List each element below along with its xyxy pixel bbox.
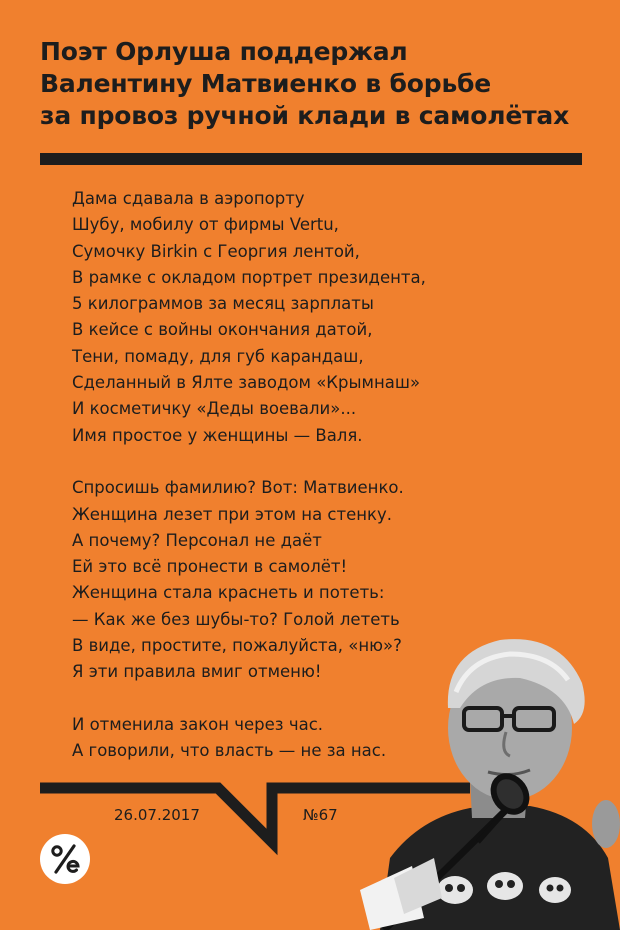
issue-number: №67 (303, 806, 338, 824)
poem-line: 5 килограммов за месяц зарплаты (72, 294, 374, 314)
percent-e-logo-glyph (48, 842, 82, 876)
poem-line: Ей это всё пронести в самолёт! (72, 557, 348, 577)
poem-line: — Как же без шубы-то? Голой лететь (72, 609, 400, 629)
headline-line: Поэт Орлуша поддержал (40, 37, 408, 66)
publication-date: 26.07.2017 (114, 806, 200, 824)
headline-line: за провоз ручной клади в самолётах (40, 101, 570, 130)
poem-line: В кейсе с войны окончания датой, (72, 320, 373, 340)
poem-line: А говорили, что власть — не за нас. (72, 741, 387, 761)
poem-line: Женщина стала краснеть и потеть: (72, 583, 385, 603)
poem-line: Шубу, мобилу от фирмы Vertu, (72, 215, 339, 235)
poem-line: В рамке с окладом портрет президента, (72, 267, 426, 287)
poem-line: Спросишь фамилию? Вот: Матвиенко. (72, 478, 404, 498)
poem-line: И отменила закон через час. (72, 714, 324, 734)
poem-line: Женщина лезет при этом на стенку. (72, 504, 393, 524)
poet-photo (360, 628, 620, 930)
poem-line: Сумочку Birkin с Георгия лентой, (72, 241, 360, 261)
percent-e-logo-icon (40, 834, 90, 884)
poem-line: Имя простое у женщины — Валя. (72, 425, 363, 445)
poem-line: А почему? Персонал не даёт (72, 530, 322, 550)
poem-line: Дама сдавала в аэропорту (72, 189, 305, 208)
headline-line: Валентину Матвиенко в борьбе (40, 69, 492, 98)
poem-line: Я эти правила вмиг отменю! (72, 662, 322, 682)
poem-line: В виде, простите, пожалуйста, «ню»? (72, 636, 402, 656)
poem-line: Тени, помаду, для губ карандаш, (72, 346, 364, 366)
poem-line: И косметичку «Деды воевали»... (72, 399, 357, 419)
poem-line: Сделанный в Ялте заводом «Крымнаш» (72, 373, 421, 393)
